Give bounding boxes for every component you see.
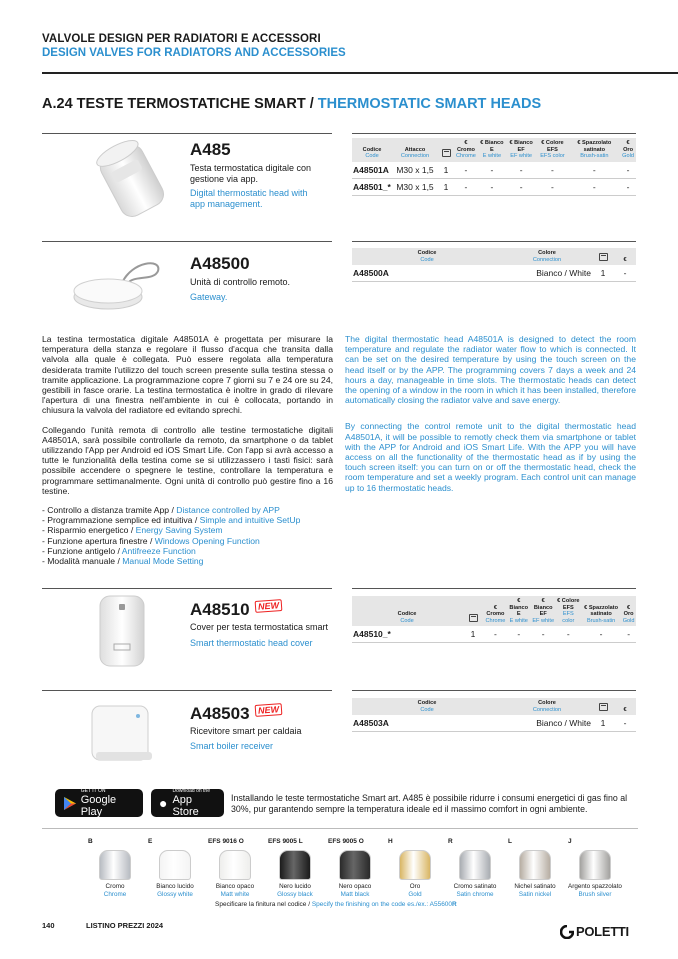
cell: M30 x 1,5 <box>396 164 434 175</box>
package-icon <box>599 253 608 261</box>
cell: - <box>493 629 497 639</box>
product-divider <box>352 690 636 691</box>
footer-title: LISTINO PREZZI 2024 <box>86 921 164 930</box>
product-name-a48503 <box>190 704 282 724</box>
feature-en: Windows Opening Function <box>154 535 260 546</box>
description-en <box>345 334 636 502</box>
finish-name-en: Matt white <box>220 890 250 898</box>
product-divider <box>42 588 332 589</box>
cell: M30 x 1,5 <box>396 181 434 192</box>
th-white-ef-en: EF white <box>510 153 532 159</box>
header-title-it: VALVOLE DESIGN PER RADIATORI E ACCESSORI <box>42 33 321 45</box>
finish-item <box>448 838 502 898</box>
feature-en: Manual Mode Setting <box>122 556 204 567</box>
table-row <box>352 626 636 643</box>
feature-en: Antifreeze Function <box>121 545 196 556</box>
th-chrome-en: Chrome <box>456 153 476 159</box>
th-chrome: € Cromo <box>456 140 475 153</box>
product-divider <box>352 588 636 589</box>
th-brush-en: Brush-satin <box>586 617 616 624</box>
finish-swatch <box>159 850 191 880</box>
product-table-a48503 <box>352 698 636 732</box>
product-name-a48500: A48500 <box>190 254 250 273</box>
finish-code: J <box>568 838 572 845</box>
section-title <box>42 96 541 112</box>
cell: - <box>490 164 494 175</box>
google-badge-top: GET IT ON <box>80 788 106 794</box>
product-table-a48500 <box>352 248 636 282</box>
feature-en: Energy Saving System <box>135 525 223 536</box>
finish-code: EFS 9005 O <box>328 838 364 845</box>
cell: - <box>566 629 570 639</box>
finish-name-it: Oro <box>409 883 421 890</box>
cell: - <box>519 181 523 192</box>
package-icon <box>442 149 451 157</box>
paragraph: The digital thermostatic head A48501A is designed to detect the room temperature and regulate the radiator water flow to which is connected. It can be set on the desired temperature by using the touch screen on the head itself or by the APP. The programming covers 7 days a week and 24 hours a day, manageable in time slots. The thermostatic heads can detect the opening of a window in the room in which it has been installed, therefore automatically closing the radiator valve and save energy. <box>345 334 636 406</box>
finish-code: E <box>148 838 153 845</box>
product-desc-en: Digital thermostatic head with app management. <box>190 188 308 209</box>
th-code: Codice <box>417 700 437 706</box>
cell: 1 <box>443 181 449 192</box>
finish-swatch <box>519 850 551 880</box>
th-code: Codice <box>397 611 417 617</box>
finish-name-it: Cromo <box>105 883 125 890</box>
finish-name-it: Bianco lucido <box>156 883 194 890</box>
list-item <box>42 556 333 566</box>
cell: - <box>599 629 603 639</box>
cell: - <box>623 718 627 728</box>
header-divider <box>42 72 678 74</box>
feature-it: - Programmazione semplice ed intuitiva / <box>42 515 200 526</box>
finish-note-en: Specify the finishing on the code es./ex.: A55600 <box>311 901 453 908</box>
list-item <box>42 525 333 535</box>
gateway-image <box>62 253 172 315</box>
finish-name-it: Cromo satinato <box>453 883 497 890</box>
table-row <box>352 265 636 282</box>
th-chrome: € Cromo <box>486 604 505 617</box>
google-badge-main: Google Play <box>80 794 117 818</box>
feature-en: Simple and intuitive SetUp <box>199 515 301 526</box>
finish-name-en: Satin chrome <box>456 890 494 898</box>
th-gold: € Oro <box>623 604 634 617</box>
finish-name-en: Glossy black <box>277 890 313 898</box>
feature-en: Distance controlled by APP <box>176 505 280 516</box>
product-name-a485: A485 <box>190 140 231 159</box>
product-divider <box>42 133 332 134</box>
th-chrome-en: Chrome <box>485 617 506 624</box>
cell: - <box>627 629 631 639</box>
finish-swatch <box>99 850 131 880</box>
product-divider <box>352 241 636 242</box>
th-color-en: Connection <box>532 706 562 713</box>
finish-name-it: Bianco opaco <box>215 883 255 890</box>
th-color-en: Connection <box>532 256 562 263</box>
finish-name-en: Satin nickel <box>518 890 552 898</box>
cell: A48510_* <box>353 629 391 639</box>
product-table-a48510 <box>352 596 636 643</box>
brand-logo <box>560 924 629 939</box>
description-it <box>42 334 333 566</box>
th-white-e: € Bianco E <box>480 140 504 153</box>
finish-name-it: Nichel satinato <box>514 883 556 890</box>
finish-name-en: Brush silver <box>578 890 612 898</box>
finish-item <box>88 838 142 898</box>
head-cover-image <box>92 592 152 670</box>
th-code-en: Code <box>365 153 379 159</box>
product-name-text: A48510 <box>190 600 250 619</box>
new-badge: NEW <box>254 703 282 717</box>
th-color: Colore <box>538 250 556 256</box>
finish-name-it: Argento spazzolato <box>568 883 622 890</box>
list-item <box>42 515 333 525</box>
cell: - <box>551 181 554 192</box>
cell: - <box>592 181 596 192</box>
cell: - <box>464 164 468 175</box>
new-badge: NEW <box>254 599 282 613</box>
product-divider <box>42 690 332 691</box>
product-divider <box>42 241 332 242</box>
cell: - <box>592 164 596 175</box>
finish-swatch <box>219 850 251 880</box>
app-store-badge[interactable] <box>151 789 224 817</box>
finish-code: EFS 9016 O <box>208 838 244 845</box>
product-divider <box>352 133 636 134</box>
finish-name-it: Nero opaco <box>338 883 372 890</box>
finish-code: H <box>388 838 393 845</box>
cell: - <box>626 164 630 175</box>
finish-note-it: Specificare la finitura nel codice / <box>215 901 312 908</box>
list-item <box>42 546 333 556</box>
cell: 1 <box>470 629 476 639</box>
th-white-e-en: E white <box>509 617 528 624</box>
paragraph: Collegando l'unità remota di controllo alle testine termostatiche digitali A48501A, sarà possibile controllarle da remoto, da smartphone o da tablet utilizzando l'App per Android ed iOS Smart Life. Con l'app si avrà accesso a tutte le funzionalità della testina come se si utilizzassero i tasti fisici: sarà possibile accendere o spegnere le testine, controllare la temperatura e programmare settimanalmente. Ogni unità di controllo può gestire fino a 16 testine. <box>42 424 333 496</box>
th-connection-en: Connection <box>400 153 430 159</box>
th-gold-en: Gold <box>622 153 634 159</box>
th-white-ef: € Bianco EF <box>509 140 533 153</box>
th-efs: € Colore EFS <box>557 598 580 611</box>
product-desc-it: Cover per testa termostatica smart <box>190 622 329 632</box>
th-white-ef: € Bianco EF <box>533 598 553 617</box>
feature-it: - Controllo a distanza tramite App / <box>42 505 177 516</box>
product-name-a48510 <box>190 600 282 620</box>
th-code-en: Code <box>420 256 434 263</box>
list-item <box>42 536 333 546</box>
th-white-e-en: E white <box>482 153 502 159</box>
finish-swatch <box>339 850 371 880</box>
product-desc-en: Gateway. <box>190 292 228 302</box>
product-desc-it: Unità di controllo remoto. <box>190 277 291 287</box>
th-code-en: Code <box>420 706 434 713</box>
th-code-en: Code <box>400 617 414 624</box>
product-table-a485 <box>352 138 636 196</box>
product-desc-en: Smart boiler receiver <box>190 741 274 751</box>
finish-swatch <box>279 850 311 880</box>
finish-divider <box>42 828 638 829</box>
finish-item <box>568 838 622 898</box>
section-title-it: A.24 TESTE TERMOSTATICHE SMART / <box>42 96 314 112</box>
finish-code: EFS 9005 L <box>268 838 303 845</box>
finish-name-en: Glossy white <box>157 890 193 898</box>
product-name-text: A48503 <box>190 704 250 723</box>
th-color: Colore <box>538 700 556 706</box>
apple-badge-top: Download on the <box>172 788 210 794</box>
google-play-badge[interactable] <box>55 789 143 817</box>
finish-note-code: R <box>452 901 457 908</box>
th-code: Codice <box>417 250 437 256</box>
th-efs-en: EFS color <box>540 153 565 159</box>
thermostatic-head-image <box>86 138 176 220</box>
cell: - <box>626 181 630 192</box>
th-code: Codice <box>362 146 382 153</box>
table-row <box>352 715 636 732</box>
feature-it: - Risparmio energetico / <box>42 525 136 536</box>
cell: - <box>517 629 521 639</box>
feature-list <box>42 505 333 566</box>
finish-item <box>208 838 262 898</box>
th-price: € <box>623 706 627 713</box>
finish-item <box>148 838 202 898</box>
finish-code: R <box>448 838 453 845</box>
cell: Bianco / White <box>536 268 591 278</box>
th-white-e: € Bianco E <box>509 598 529 617</box>
cell: A48501A <box>353 164 389 175</box>
cell: Bianco / White <box>536 718 591 728</box>
google-play-icon <box>63 796 76 811</box>
feature-it: - Funzione apertura finestre / <box>42 535 155 546</box>
finish-swatch <box>579 850 611 880</box>
finish-name-it: Nero lucido <box>279 883 311 890</box>
finish-name-en: Matt black <box>340 890 370 898</box>
finish-code: B <box>88 838 93 845</box>
cell: - <box>464 181 468 192</box>
apple-badge-main: App Store <box>172 794 199 818</box>
section-title-en: THERMOSTATIC SMART HEADS <box>317 96 542 112</box>
th-efs-en: EFS color <box>562 611 575 624</box>
poletti-logo-icon <box>560 925 574 939</box>
saving-note: Installando le teste termostatiche Smart art. A485 è possibile ridurre i consumi energetici di gas fino al 30%, pur garantendo sempre la temperatura ideale ed il massimo comfort in ogni ambiente. <box>231 793 628 814</box>
cell: - <box>519 164 523 175</box>
paragraph: La testina termostatica digitale A48501A è progettata per misurare la temperatura della stanza e regolare il flusso d'acqua che transita dalla valvola alla quale è collegata. Può essere regolata alla temperatura desiderata tramite l'utilizzo del touch screen presente sulla testina stessa o tramite applicazione. La programmazione copre 7 giorni su 7 e 24 ore su 24, gestibili in fasce orarie. La testina termostatica è inoltre in grado di rilevare l'apertura di una finestra nell'ambiente in cui è collocata, portando in chiusura la valvola del radiatore ed evitando sprechi. <box>42 334 333 416</box>
finish-item <box>268 838 322 898</box>
cell: A48503A <box>353 718 389 728</box>
feature-it: - Funzione antigelo / <box>42 545 122 556</box>
th-gold: € Oro <box>623 140 634 153</box>
list-item <box>42 505 333 515</box>
boiler-receiver-image <box>86 700 158 766</box>
finish-code: L <box>508 838 512 845</box>
finish-swatch <box>399 850 431 880</box>
th-brush: € Spazzolato satinato <box>584 604 619 617</box>
cell: A48500A <box>353 268 389 278</box>
table-row <box>352 162 636 179</box>
table-row <box>352 178 636 195</box>
cell: 1 <box>600 268 606 278</box>
th-brush-en: Brush-satin <box>580 153 609 159</box>
cell: - <box>623 268 627 278</box>
product-desc-it: Testa termostatica digitale con gestione via app. <box>190 163 312 184</box>
cell: 1 <box>600 718 606 728</box>
header-title-en: DESIGN VALVES FOR RADIATORS AND ACCESSORIES <box>42 47 346 59</box>
apple-icon: ● <box>159 795 168 811</box>
finish-item <box>328 838 382 898</box>
th-gold-en: Gold <box>622 617 635 624</box>
cell: A48501_* <box>353 181 391 192</box>
cell: - <box>490 181 494 192</box>
th-efs: € Colore EFS <box>541 140 564 153</box>
cell: 1 <box>443 164 449 175</box>
paragraph: By connecting the control remote unit to the digital thermostatic head A48501A, it will be possible to remotly check them via smartphone or tablet with the APP for Android and iOS Smart Life. With the APP you will have access on all the functionality of the thermostatic head as if by using the touch screen itself: you can turn on or off the thermostatic head, check the room temperature and set a weekly program. Each control unit can manage up to 16 thermostatic heads. <box>345 421 636 493</box>
page-number: 140 <box>42 921 55 930</box>
finish-item <box>508 838 562 898</box>
finish-name-en: Chrome <box>103 890 127 898</box>
cell: - <box>541 629 545 639</box>
package-icon <box>469 614 478 622</box>
product-desc-en: Smart thermostatic head cover <box>190 638 313 648</box>
th-white-ef-en: EF white <box>532 617 555 624</box>
cell: - <box>551 164 554 175</box>
feature-it: - Modalità manuale / <box>42 556 123 567</box>
finish-note <box>215 901 457 908</box>
finish-item <box>388 838 442 898</box>
finish-swatch <box>459 850 491 880</box>
product-desc-it: Ricevitore smart per caldaia <box>190 726 302 736</box>
package-icon <box>599 703 608 711</box>
th-price: € <box>623 256 627 263</box>
finish-name-en: Gold <box>408 890 422 898</box>
th-connection: Attacco <box>404 146 426 153</box>
brand-name: POLETTI <box>576 924 629 939</box>
th-brush: € Spazzolato satinato <box>577 140 612 153</box>
